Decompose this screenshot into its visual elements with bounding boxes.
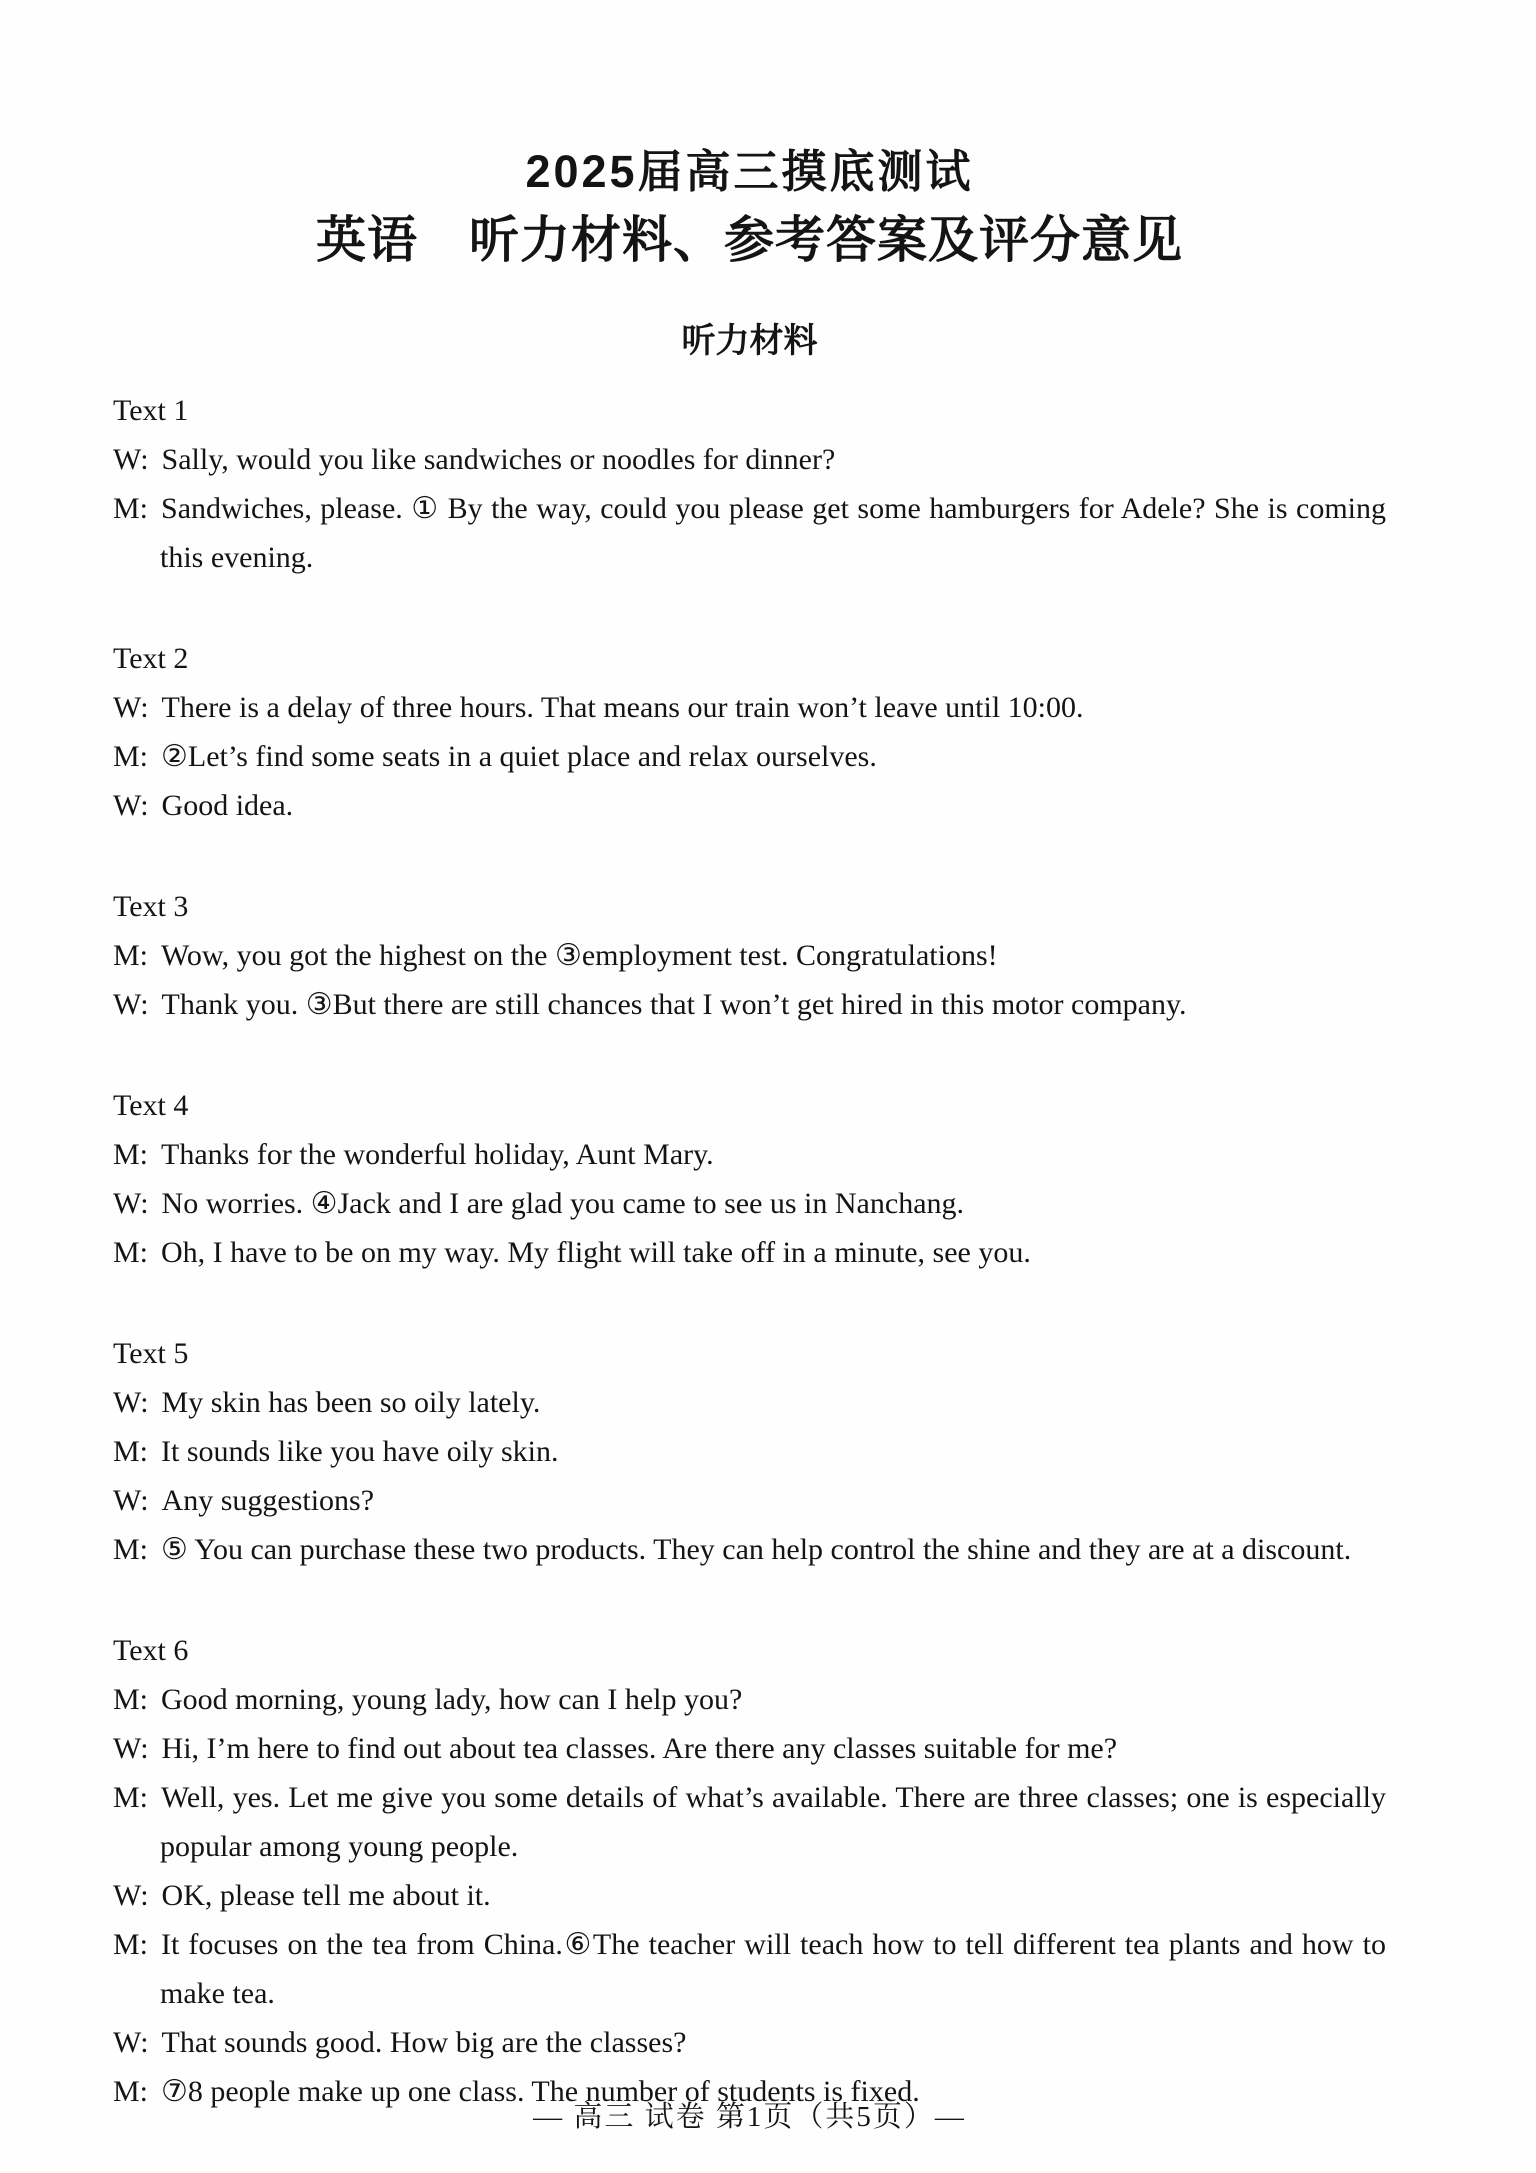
speaker-label: W: — [113, 789, 149, 823]
dialogue-line — [113, 1871, 1386, 1920]
dialogue-line — [113, 732, 1386, 781]
listening-texts — [113, 386, 1386, 2116]
dialogue-text: ⑤ You can purchase these two products. They can help control the shine and they are at a discount. — [161, 1533, 1352, 1567]
text-block — [113, 1081, 1386, 1277]
speaker-label: W: — [113, 1732, 149, 1766]
dialogue-line — [113, 1920, 1386, 2018]
page-footer — [113, 2094, 1386, 2135]
speaker-label: W: — [113, 443, 149, 477]
dialogue-line — [113, 931, 1386, 980]
dialogue-line — [113, 980, 1386, 1029]
text-block — [113, 634, 1386, 830]
dialogue-line — [113, 1525, 1386, 1574]
text-block — [113, 386, 1386, 582]
speaker-label: W: — [113, 691, 149, 725]
dialogue-line — [113, 1378, 1386, 1427]
dialogue-line — [113, 1427, 1386, 1476]
dialogue-line — [113, 435, 1386, 484]
dialogue-text: Well, yes. Let me give you some details of what’s available. There are three classes; one is especially popular among young people. — [160, 1781, 1386, 1864]
dialogue-text: That sounds good. How big are the classes? — [161, 2026, 687, 2060]
speaker-label: W: — [113, 1386, 149, 1420]
dialogue-text: There is a delay of three hours. That means our train won’t leave until 10:00. — [161, 691, 1084, 725]
dialogue-line — [113, 683, 1386, 732]
page-title: 2025届高三摸底测试 — [525, 146, 974, 197]
speaker-label: M: — [113, 1928, 149, 1962]
text-label: Text 4 — [113, 1089, 189, 1123]
dialogue-line — [113, 484, 1386, 582]
dialogue-text: ②Let’s find some seats in a quiet place and relax ourselves. — [161, 740, 877, 774]
speaker-label: M: — [113, 1138, 149, 1172]
dialogue-text: Sandwiches, please. ① By the way, could you please get some hamburgers for Adele? She is coming this evening. — [160, 492, 1386, 575]
speaker-label: M: — [113, 1236, 149, 1270]
dialogue-text: Oh, I have to be on my way. My flight will take off in a minute, see you. — [161, 1236, 1031, 1270]
text-label: Text 1 — [113, 394, 189, 428]
dialogue-text: Sally, would you like sandwiches or noodles for dinner? — [161, 443, 836, 477]
speaker-label: M: — [113, 2075, 149, 2109]
dialogue-text: Good idea. — [161, 789, 294, 823]
speaker-label: M: — [113, 740, 149, 774]
speaker-label: M: — [113, 492, 149, 526]
speaker-label: W: — [113, 1879, 149, 1913]
dialogue-line — [113, 2018, 1386, 2067]
dialogue-text: It sounds like you have oily skin. — [161, 1435, 559, 1469]
text-block — [113, 1329, 1386, 1574]
dialogue-text: My skin has been so oily lately. — [161, 1386, 541, 1420]
speaker-label: W: — [113, 988, 149, 1022]
text-block — [113, 882, 1386, 1029]
text-label: Text 3 — [113, 890, 189, 924]
text-label: Text 6 — [113, 1634, 189, 1668]
dialogue-text: Good morning, young lady, how can I help you? — [161, 1683, 743, 1717]
text-label: Text 2 — [113, 642, 189, 676]
text-label: Text 5 — [113, 1337, 189, 1371]
dialogue-line — [113, 1476, 1386, 1525]
speaker-label: M: — [113, 1533, 149, 1567]
dialogue-text: Wow, you got the highest on the ③employment test. Congratulations! — [161, 939, 998, 973]
dialogue-text: Thanks for the wonderful holiday, Aunt Mary. — [161, 1138, 714, 1172]
speaker-label: W: — [113, 1187, 149, 1221]
section-title: 听力材料 — [681, 322, 818, 361]
dialogue-line — [113, 1675, 1386, 1724]
speaker-label: M: — [113, 1683, 149, 1717]
speaker-label: M: — [113, 1781, 149, 1815]
dialogue-text: OK, please tell me about it. — [161, 1879, 491, 1913]
dialogue-line — [113, 1179, 1386, 1228]
dialogue-text: ⑦8 people make up one class. The number of students is fixed. — [161, 2075, 920, 2109]
dialogue-line — [113, 1228, 1386, 1277]
dialogue-text: Thank you. ③But there are still chances that I won’t get hired in this motor company. — [161, 988, 1187, 1022]
dialogue-line — [113, 781, 1386, 830]
speaker-label: W: — [113, 2026, 149, 2060]
dialogue-text: Any suggestions? — [161, 1484, 375, 1518]
page-subtitle: 英语 听力材料、参考答案及评分意见 — [316, 211, 1183, 268]
speaker-label: M: — [113, 1435, 149, 1469]
text-block — [113, 1626, 1386, 2116]
dialogue-text: Hi, I’m here to find out about tea classes. Are there any classes suitable for me? — [161, 1732, 1118, 1766]
speaker-label: W: — [113, 1484, 149, 1518]
dialogue-text: It focuses on the tea from China.⑥The teacher will teach how to tell different tea plants and how to make tea. — [160, 1928, 1386, 2011]
dialogue-line — [113, 1724, 1386, 1773]
speaker-label: M: — [113, 939, 149, 973]
dialogue-line — [113, 1773, 1386, 1871]
dialogue-line — [113, 1130, 1386, 1179]
page-number-text: — 高三 试卷 第1页（共5页）— — [533, 2101, 966, 2133]
dialogue-text: No worries. ④Jack and I are glad you came to see us in Nanchang. — [161, 1187, 965, 1221]
